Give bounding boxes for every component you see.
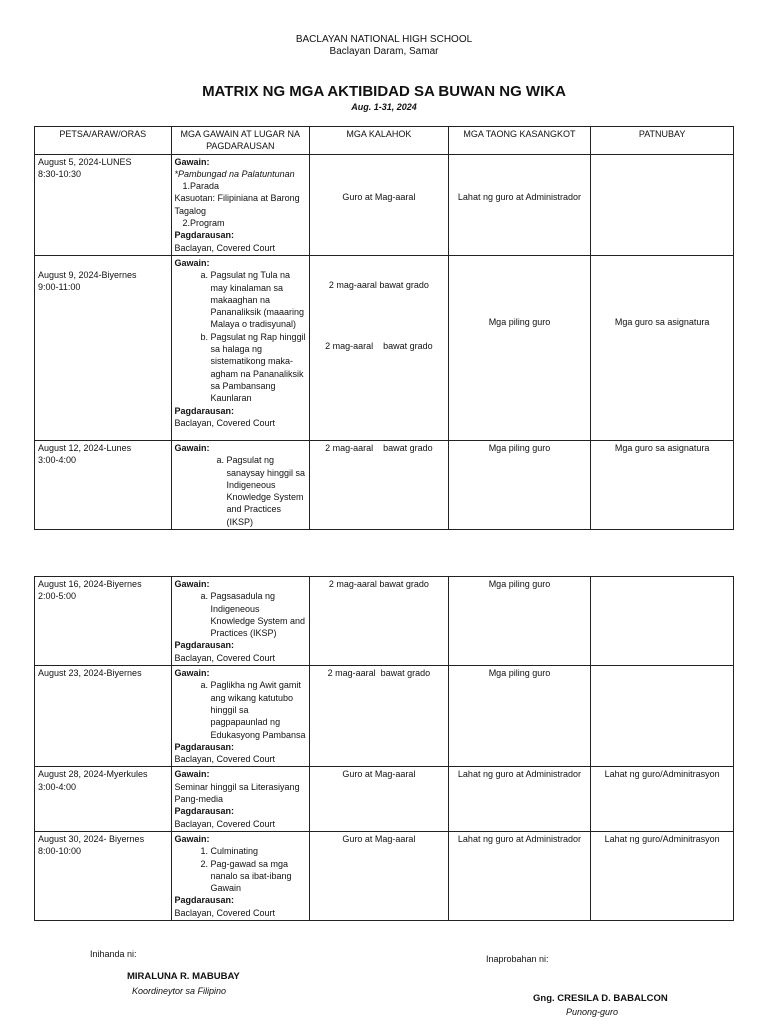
table-row xyxy=(35,831,734,920)
list-item: 2. Pag-gawad sa mga nanalo sa ibat-ibang Gawain xyxy=(211,858,307,895)
activity-cell xyxy=(171,666,310,767)
persons-involved-cell: Mga piling guro xyxy=(448,440,591,529)
activity-list xyxy=(175,679,307,740)
gawain-label: Gawain: xyxy=(174,442,210,453)
guidance-cell: Lahat ng guro/Adminitrasyon xyxy=(591,831,734,920)
guidance-cell xyxy=(591,154,734,255)
column-header-activities: MGA GAWAIN AT LUGAR NA PAGDARAUSAN xyxy=(171,127,310,155)
persons-involved-cell: Lahat ng guro at Administrador xyxy=(448,767,591,831)
date-cell xyxy=(35,154,172,255)
date-text: August 30, 2024- Biyernes xyxy=(38,833,145,844)
date-cell xyxy=(35,831,172,920)
pagdarausan-label: Pagdarausan: xyxy=(174,741,235,752)
activity-text: Seminar hinggil sa Literasiyang Pang-media xyxy=(174,781,300,805)
list-item: 1. Culminating xyxy=(211,845,307,857)
activity-item: Kasuotan: Filipiniana at Barong Tagalog xyxy=(174,193,300,216)
column-header-guidance: PATNUBAY xyxy=(591,127,734,155)
table-row xyxy=(35,666,734,767)
time-text: 8:30-10:30 xyxy=(38,168,82,179)
activity-cell xyxy=(171,154,310,255)
activity-list xyxy=(175,590,307,639)
date-text: August 12, 2024-Lunes xyxy=(38,442,132,453)
gawain-label: Gawain: xyxy=(174,156,210,167)
participants-cell: Guro at Mag-aaral xyxy=(310,154,449,255)
date-cell xyxy=(35,666,172,767)
prepared-by-label: Inihanda ni: xyxy=(90,949,137,959)
participants-cell: Guro at Mag-aaral xyxy=(310,831,449,920)
date-cell xyxy=(35,767,172,831)
activity-item: 2.Program xyxy=(182,218,225,229)
date-cell xyxy=(35,577,172,666)
list-item: a. Paglikha ng Awit gamit ang wikang katutubo hinggil sa pagpapaunlad ng Edukasyong Pambansa xyxy=(211,679,307,740)
time-text: 3:00-4:00 xyxy=(38,455,77,466)
venue-text: Baclayan, Covered Court xyxy=(174,652,276,663)
pagdarausan-label: Pagdarausan: xyxy=(174,230,235,241)
date-text: August 16, 2024-Biyernes xyxy=(38,579,142,589)
date-text: August 28, 2024-Myerkules xyxy=(38,769,148,780)
venue-text: Baclayan, Covered Court xyxy=(174,242,276,253)
activity-item: *Pambungad na Palatuntunan xyxy=(174,168,295,179)
activity-list xyxy=(175,269,307,404)
guidance-cell: Mga guro sa asignatura xyxy=(591,440,734,529)
table-row xyxy=(35,440,734,529)
participants-text: 2 mag-aaral bawat grado xyxy=(325,341,433,352)
list-item: a. Pagsulat ng Tula na may kinalaman sa makaaghan na Pananaliksik (maaaring Malaya o tradisyunal) xyxy=(211,269,307,330)
list-item: b. Pagsulat ng Rap hinggil sa halaga ng sistematikong maka-agham na Pananaliksik sa Pambansang Kaunlaran xyxy=(211,331,307,405)
column-header-participants: MGA KALAHOK xyxy=(310,127,449,155)
participants-cell: 2 mag-aaral bawat grado xyxy=(310,577,449,666)
column-header-persons-involved: MGA TAONG KASANGKOT xyxy=(448,127,591,155)
time-text: 9:00-11:00 xyxy=(38,282,81,293)
participants-text: 2 mag-aaral bawat grado xyxy=(328,279,429,290)
approved-by-role: Punong-guro xyxy=(566,1007,619,1017)
participants-cell xyxy=(310,255,449,440)
approved-by-label: Inaprobahan ni: xyxy=(486,954,549,964)
gawain-label: Gawain: xyxy=(174,769,210,780)
time-text: 3:00-4:00 xyxy=(38,781,77,792)
prepared-by-name: MIRALUNA R. MABUBAY xyxy=(127,971,240,982)
gawain-label: Gawain: xyxy=(174,257,210,268)
activity-cell xyxy=(171,767,310,831)
activity-cell xyxy=(171,831,310,920)
table-row xyxy=(35,154,734,255)
activity-matrix-table-1 xyxy=(34,126,734,530)
list-item: a. Pagsulat ng sanaysay hinggil sa Indigeneous Knowledge System and Practices (IKSP) xyxy=(227,454,307,528)
venue-text: Baclayan, Covered Court xyxy=(174,417,276,428)
pagdarausan-label: Pagdarausan: xyxy=(174,640,235,651)
guidance-cell xyxy=(591,666,734,767)
venue-text: Baclayan, Covered Court xyxy=(174,818,276,829)
date-range: Aug. 1-31, 2024 xyxy=(351,102,417,112)
date-text: August 9, 2024-Biyernes xyxy=(38,269,137,280)
date-cell xyxy=(35,440,172,529)
date-text: August 5, 2024-LUNES xyxy=(38,156,132,167)
participants-cell: 2 mag-aaral bawat grado xyxy=(310,440,449,529)
gawain-label: Gawain: xyxy=(174,579,210,589)
persons-involved-cell: Mga piling guro xyxy=(448,666,591,767)
activity-cell xyxy=(171,255,310,440)
gawain-label: Gawain: xyxy=(174,668,210,679)
venue-text: Baclayan, Covered Court xyxy=(174,754,276,765)
time-text: 2:00-5:00 xyxy=(38,591,77,602)
pagdarausan-label: Pagdarausan: xyxy=(174,405,235,416)
table-row xyxy=(35,767,734,831)
table-row xyxy=(35,255,734,440)
venue-text: Baclayan, Covered Court xyxy=(174,907,276,918)
guidance-cell xyxy=(591,577,734,666)
pagdarausan-label: Pagdarausan: xyxy=(174,806,235,817)
activity-item: 1.Parada xyxy=(182,181,220,192)
table-header-row xyxy=(35,127,734,155)
participants-cell: 2 mag-aaral bawat grado xyxy=(310,666,449,767)
activity-cell xyxy=(171,440,310,529)
document-title: MATRIX NG MGA AKTIBIDAD SA BUWAN NG WIKA xyxy=(202,83,566,100)
activity-matrix-table-2 xyxy=(34,576,734,921)
guidance-cell: Lahat ng guro/Adminitrasyon xyxy=(591,767,734,831)
table-row xyxy=(35,577,734,666)
participants-cell: Guro at Mag-aaral xyxy=(310,767,449,831)
gawain-label: Gawain: xyxy=(174,833,210,844)
persons-involved-cell: Lahat ng guro at Administrador xyxy=(448,154,591,255)
persons-involved-cell: Mga piling guro xyxy=(448,577,591,666)
persons-involved-cell: Lahat ng guro at Administrador xyxy=(448,831,591,920)
activity-list xyxy=(175,845,307,894)
list-item: a. Pagsasadula ng Indigeneous Knowledge System and Practices (IKSP) xyxy=(211,590,307,639)
persons-involved-cell: Mga piling guro xyxy=(448,255,591,440)
pagdarausan-label: Pagdarausan: xyxy=(174,895,235,906)
guidance-cell: Mga guro sa asignatura xyxy=(591,255,734,440)
date-text: August 23, 2024-Biyernes xyxy=(38,668,142,679)
school-name: BACLAYAN NATIONAL HIGH SCHOOL xyxy=(295,34,473,45)
time-text: 8:00-10:00 xyxy=(38,846,82,857)
activity-list xyxy=(175,454,307,528)
school-address: Baclayan Daram, Samar xyxy=(329,46,439,57)
activity-cell xyxy=(171,577,310,666)
prepared-by-role: Koordineytor sa Filipino xyxy=(132,986,227,996)
approved-by-name: Gng. CRESILA D. BABALCON xyxy=(533,993,668,1004)
date-cell xyxy=(35,255,172,440)
column-header-date: PETSA/ARAW/ORAS xyxy=(35,127,172,155)
